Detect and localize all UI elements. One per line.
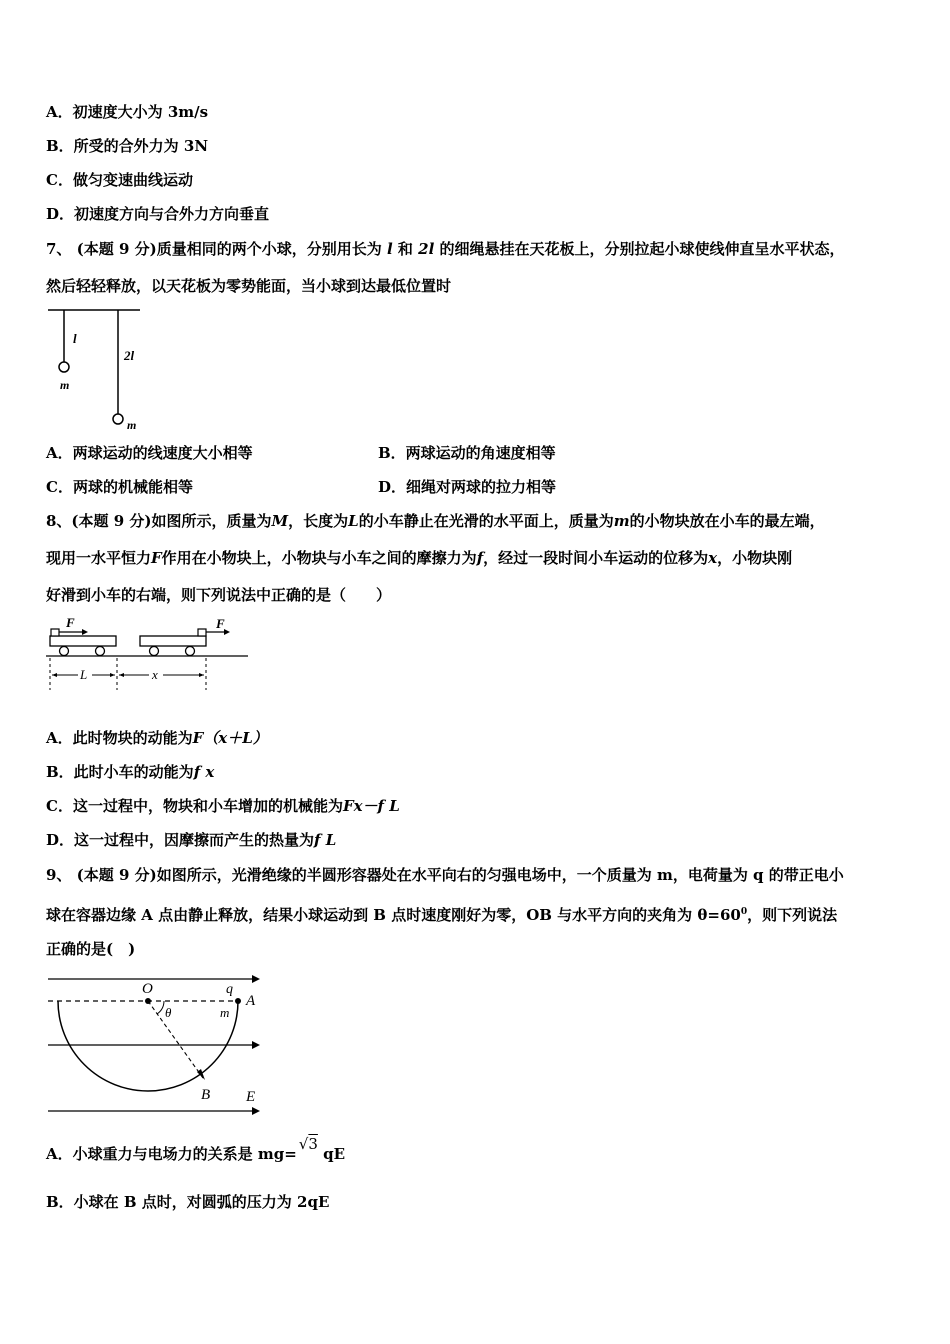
label-L: L xyxy=(80,667,88,682)
q6-option-a: A．初速度大小为 3m/s xyxy=(46,103,209,121)
q9-semicircle-figure xyxy=(44,968,274,1120)
ball-long xyxy=(113,414,123,424)
cart-right xyxy=(140,636,206,646)
label-m: m xyxy=(220,1005,230,1020)
label-E: E xyxy=(246,1089,256,1105)
semicircle-container xyxy=(58,1001,238,1091)
block-left xyxy=(51,629,59,636)
sqrt-expression: √3 xyxy=(298,1135,318,1153)
label-A: A xyxy=(246,993,256,1009)
label-x: x xyxy=(152,667,158,682)
label-theta: θ xyxy=(165,1005,172,1020)
q9-stem-line3: 正确的是( ) xyxy=(46,940,136,958)
wheel xyxy=(186,647,195,656)
q9-option-b: B．小球在 B 点时，对圆弧的压力为 2qE xyxy=(46,1193,330,1211)
point-a xyxy=(235,998,241,1004)
label-O: O xyxy=(142,981,153,997)
block-right xyxy=(198,629,206,636)
q8-cart-figure xyxy=(44,614,254,694)
q7-options-row2: C．两球的机械能相等 D．细绳对两球的拉力相等 xyxy=(46,478,557,496)
q8-stem-line1: 8、(本题 9 分)如图所示，质量为M，长度为L的小车静止在光滑的水平面上，质量为m的小物块放在小车的最左端， xyxy=(46,512,825,530)
q9-option-a: A．小球重力与电场力的关系是 mg=√3 qE xyxy=(46,1135,346,1163)
label-m2: m xyxy=(127,418,137,432)
q8-stem-line3: 好滑到小车的右端，则下列说法中正确的是（ ） xyxy=(46,586,392,604)
label-B: B xyxy=(201,1087,211,1103)
wheel xyxy=(150,647,159,656)
q8-stem-line2: 现用一水平恒力F作用在小物块上，小物块与小车之间的摩擦力为f，经过一段时间小车运动的位移为x，小物块刚 xyxy=(46,549,793,567)
q6-option-c: C．做匀变速曲线运动 xyxy=(46,171,193,189)
label-2l: 2l xyxy=(124,348,135,363)
q8-option-d: D．这一过程中，因摩擦而产生的热量为f L xyxy=(46,831,337,849)
label-l: l xyxy=(73,331,77,346)
q9-stem-line2: 球在容器边缘 A 点由静止释放，结果小球运动到 B 点时速度刚好为零，OB 与水平方向的夹角为 $\theta=60^0$，则下列说法 xyxy=(46,906,838,924)
label-F1: F xyxy=(66,615,75,630)
wheel xyxy=(96,647,105,656)
q7-options-row1: A．两球运动的线速度大小相等 B．两球运动的角速度相等 xyxy=(46,444,556,462)
label-q: q xyxy=(226,982,233,997)
q8-option-a: A．此时物块的动能为F（x＋L） xyxy=(46,729,268,747)
ball-short xyxy=(59,362,69,372)
q6-option-b: B．所受的合外力为 3N xyxy=(46,137,209,155)
q6-option-d: D．初速度方向与合外力方向垂直 xyxy=(46,205,270,223)
line-ob xyxy=(148,1001,203,1078)
label-F2: F xyxy=(216,616,225,631)
q7-pendulum-figure xyxy=(44,305,154,435)
q9-stem-line1: 9、 (本题 9 分)如图所示，光滑绝缘的半圆形容器处在水平向右的匀强电场中，一个质量为 m，电荷量为 q 的带正电小 xyxy=(46,866,844,884)
cart-left xyxy=(50,636,116,646)
label-m1: m xyxy=(60,378,70,392)
q7-stem-line1: 7、 (本题 9 分)质量相同的两个小球，分别用长为 l 和 2l 的细绳悬挂在天花板上，分别拉起小球使线伸直呈水平状态， xyxy=(46,240,845,258)
q7-stem-line2: 然后轻轻释放，以天花板为零势能面，当小球到达最低位置时 xyxy=(46,277,452,295)
q8-option-c: C．这一过程中，物块和小车增加的机械能为Fx－f L xyxy=(46,797,400,815)
q8-option-b: B．此时小车的动能为f x xyxy=(46,763,215,781)
wheel xyxy=(60,647,69,656)
